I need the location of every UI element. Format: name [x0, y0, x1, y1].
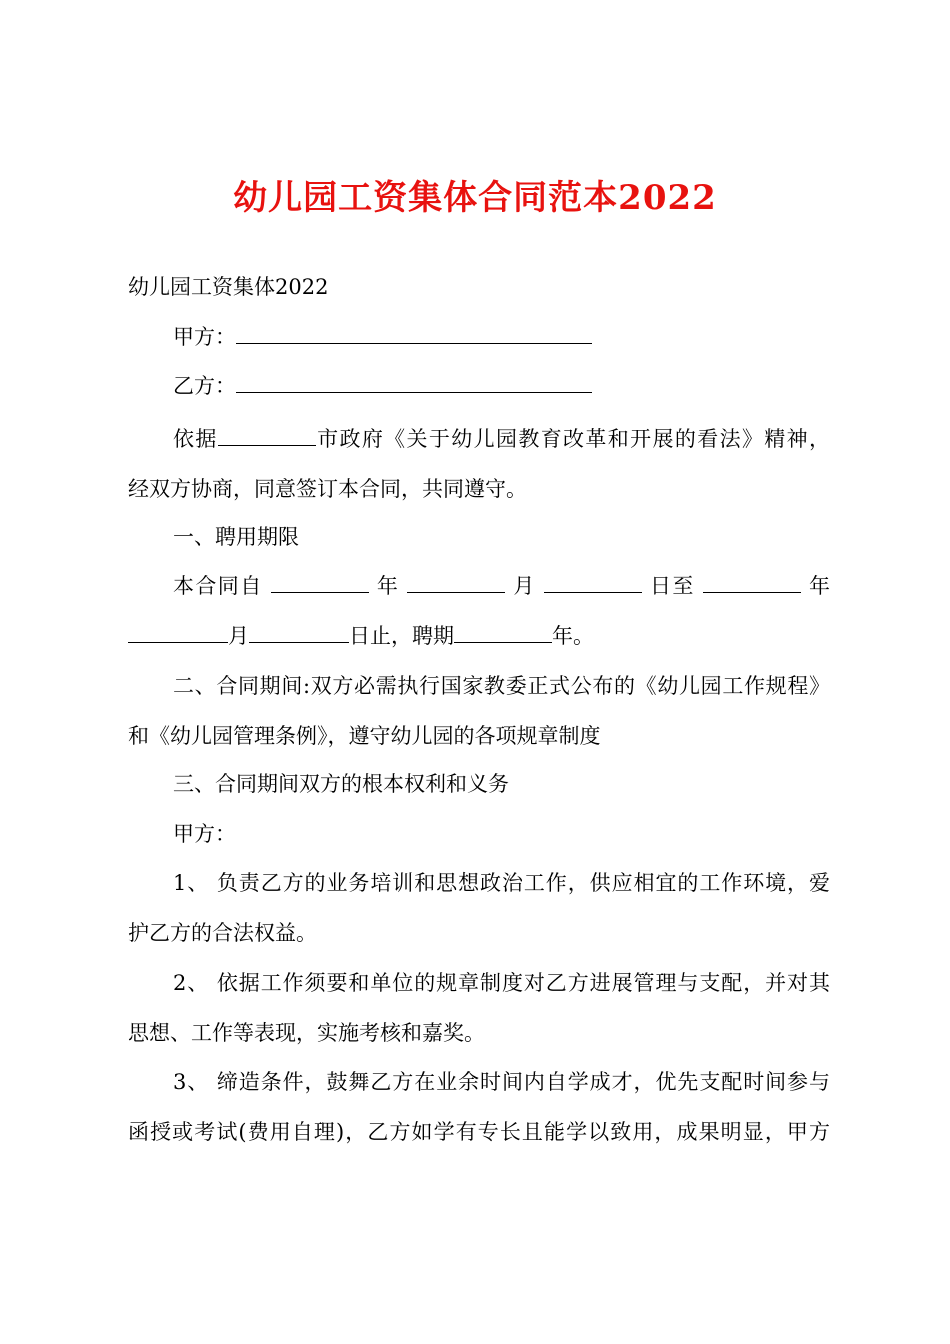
document-subtitle: 幼儿园工资集体2022: [128, 275, 329, 299]
paragraph-basis-line2: 经双方协商，同意签订本合同，共同遵守。: [128, 477, 527, 501]
party-b-line: [173, 372, 592, 400]
item3-line1: 3、 缔造条件，鼓舞乙方在业余时间内自学成才，优先支配时间参与: [173, 1070, 830, 1094]
party-a-line: [173, 323, 592, 351]
document-title: 幼儿园工资集体合同范本2022: [233, 178, 717, 218]
term-line1: [173, 572, 830, 600]
end-year-label: 年: [809, 574, 830, 598]
start-day-blank: [544, 572, 642, 593]
item2-line2: 思想、工作等表现，实施考核和嘉奖。: [128, 1021, 485, 1045]
end-year-blank: [703, 572, 801, 593]
section3-title: 三、合同期间双方的根本权利和义务: [173, 772, 509, 796]
basis-prefix: 依据: [173, 427, 218, 451]
start-year-blank: [271, 572, 369, 593]
party-b-label: 乙方：: [173, 374, 236, 398]
section1-title: 一、聘用期限: [173, 525, 299, 549]
end-day-label: 日止，聘期: [349, 624, 454, 648]
item1-line1: 1、 负责乙方的业务培训和思想政治工作，供应相宜的工作环境，爱: [173, 871, 830, 895]
party-b-blank: [236, 372, 592, 393]
section2-line1: 二、合同期间:双方必需执行国家教委正式公布的《幼儿园工作规程》: [173, 674, 830, 698]
item1-line2: 护乙方的合法权益。: [128, 921, 317, 945]
basis-suffix: 市政府《关于幼儿园教育改革和开展的看法》精神，: [315, 427, 831, 451]
period-label: 年。: [552, 624, 594, 648]
period-blank: [454, 622, 552, 643]
term-line2: [128, 622, 594, 650]
day-to-label: 日至: [650, 574, 695, 598]
item3-line2: 函授或考试(费用自理)，乙方如学有专长且能学以致用，成果明显，甲方: [128, 1120, 830, 1144]
start-month-blank: [407, 572, 505, 593]
party-a-label: 甲方：: [173, 325, 236, 349]
party-a-blank: [236, 323, 592, 344]
party-a-heading: 甲方：: [173, 822, 236, 846]
item2-line1: 2、 依据工作须要和单位的规章制度对乙方进展管理与支配，并对其: [173, 971, 830, 995]
end-day-blank: [249, 622, 349, 643]
month-label: 月: [513, 574, 536, 598]
term-start-label: 本合同自: [173, 574, 263, 598]
end-month-blank: [128, 622, 228, 643]
end-month-label: 月: [228, 624, 249, 648]
paragraph-basis-line1: [173, 425, 830, 453]
section2-line2: 和《幼儿园管理条例》，遵守幼儿园的各项规章制度: [128, 724, 601, 748]
city-blank: [218, 425, 316, 446]
year-label: 年: [376, 574, 400, 598]
